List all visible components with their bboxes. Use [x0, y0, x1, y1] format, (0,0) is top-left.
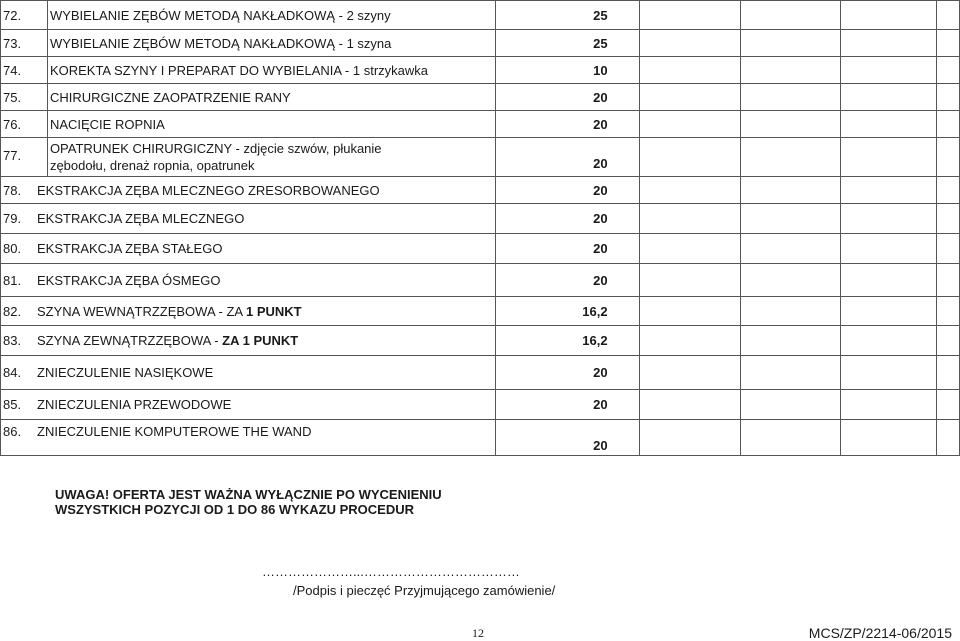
table-row: [1, 390, 960, 420]
empty-cell: [639, 356, 741, 390]
empty-cell: [741, 57, 841, 84]
empty-cell: [841, 326, 937, 356]
table-row: [1, 177, 960, 204]
empty-cell: [841, 356, 937, 390]
procedure-name: OPATRUNEK CHIRURGICZNY - zdjęcie szwów, płukanie zębodołu, drenaż ropnia, opatrunek: [47, 138, 495, 177]
empty-cell: [639, 84, 741, 111]
procedure-cell: [1, 264, 496, 297]
table-row: [1, 234, 960, 264]
empty-cell: [841, 420, 937, 456]
empty-cell: [639, 111, 741, 138]
quantity: 20: [495, 111, 639, 138]
procedure-name: ZNIECZULENIA PRZEWODOWE: [37, 397, 232, 412]
empty-cell: [841, 390, 937, 420]
empty-cell: [936, 204, 959, 234]
quantity: 25: [495, 30, 639, 57]
empty-cell: [936, 297, 959, 326]
quantity: 20: [495, 204, 639, 234]
empty-cell: [936, 84, 959, 111]
procedure-name: WYBIELANIE ZĘBÓW METODĄ NAKŁADKOWĄ - 2 szyny: [47, 1, 495, 30]
row-number: 79.: [3, 211, 22, 226]
quantity: 16,2: [495, 326, 639, 356]
page-number: 12: [472, 626, 484, 640]
empty-cell: [741, 138, 841, 177]
procedure-name: WYBIELANIE ZĘBÓW METODĄ NAKŁADKOWĄ - 1 szyna: [47, 30, 495, 57]
procedure-name: EKSTRAKCJA ZĘBA STAŁEGO: [37, 241, 223, 256]
empty-cell: [936, 138, 959, 177]
table-row: [1, 264, 960, 297]
table-row: [1, 84, 960, 111]
row-number: 78.: [3, 182, 22, 198]
quantity: 20: [495, 420, 639, 456]
empty-cell: [936, 234, 959, 264]
row-number: 83.: [3, 333, 22, 348]
procedure-cell: [1, 390, 496, 420]
procedure-name: EKSTRAKCJA ZĘBA MLECZNEGO ZRESORBOWANEGO: [37, 182, 380, 198]
quantity: 20: [495, 234, 639, 264]
row-number: 77.: [1, 138, 48, 177]
empty-cell: [639, 1, 741, 30]
empty-cell: [936, 420, 959, 456]
procedure-name: CHIRURGICZNE ZAOPATRZENIE RANY: [47, 84, 495, 111]
row-number: 80.: [3, 241, 22, 256]
notice-line: UWAGA! OFERTA JEST WAŻNA WYŁĄCZNIE PO WYCENIENIU: [55, 487, 442, 502]
procedure-name: EKSTRAKCJA ZĘBA MLECZNEGO: [37, 211, 245, 226]
empty-cell: [936, 1, 959, 30]
empty-cell: [841, 264, 937, 297]
empty-cell: [639, 30, 741, 57]
empty-cell: [639, 234, 741, 264]
row-number: 84.: [3, 365, 22, 380]
empty-cell: [639, 57, 741, 84]
procedure-name: SZYNA ZEWNĄTRZZĘBOWA -: [37, 333, 223, 348]
table-row: [1, 1, 960, 30]
procedure-name: KOREKTA SZYNY I PREPARAT DO WYBIELANIA - 1 strzykawka: [47, 57, 495, 84]
empty-cell: [841, 57, 937, 84]
row-number: 82.: [3, 303, 22, 319]
empty-cell: [741, 420, 841, 456]
empty-cell: [639, 297, 741, 326]
empty-cell: [741, 111, 841, 138]
procedure-cell: [1, 204, 496, 234]
quantity: 20: [495, 177, 639, 204]
procedure-name-emphasis: 1 PUNKT: [245, 303, 302, 319]
row-number: 73.: [1, 30, 48, 57]
empty-cell: [841, 84, 937, 111]
procedure-name: EKSTRAKCJA ZĘBA ÓSMEGO: [37, 272, 221, 288]
signature-line: …………………...………………………………: [262, 564, 520, 579]
empty-cell: [639, 138, 741, 177]
empty-cell: [741, 356, 841, 390]
procedure-cell: [1, 356, 496, 390]
quantity: 20: [495, 390, 639, 420]
table-row: [1, 326, 960, 356]
empty-cell: [841, 204, 937, 234]
row-number: 81.: [3, 272, 22, 288]
quantity: 20: [495, 138, 639, 177]
quantity: 25: [495, 1, 639, 30]
table-row: [1, 30, 960, 57]
row-number: 76.: [1, 111, 48, 138]
row-number: 72.: [1, 1, 48, 30]
procedure-cell: [1, 326, 496, 356]
quantity: 20: [495, 356, 639, 390]
procedure-cell: [1, 420, 496, 456]
empty-cell: [741, 84, 841, 111]
empty-cell: [639, 326, 741, 356]
empty-cell: [741, 326, 841, 356]
row-number: 85.: [3, 397, 22, 412]
empty-cell: [936, 57, 959, 84]
row-number: 75.: [1, 84, 48, 111]
empty-cell: [639, 204, 741, 234]
empty-cell: [639, 390, 741, 420]
empty-cell: [841, 30, 937, 57]
offer-notice: [55, 487, 442, 517]
table-row: [1, 138, 960, 177]
quantity: 20: [495, 264, 639, 297]
empty-cell: [936, 177, 959, 204]
table-row: [1, 297, 960, 326]
table-row: [1, 111, 960, 138]
table-row: [1, 57, 960, 84]
empty-cell: [841, 1, 937, 30]
table-row: [1, 204, 960, 234]
quantity: 16,2: [495, 297, 639, 326]
quantity: 20: [495, 84, 639, 111]
procedure-cell: [1, 177, 496, 204]
procedure-name: ZNIECZULENIE KOMPUTEROWE THE WAND: [37, 424, 312, 439]
empty-cell: [639, 264, 741, 297]
procedure-name: SZYNA WEWNĄTRZZĘBOWA - ZA: [37, 303, 246, 319]
empty-cell: [936, 390, 959, 420]
empty-cell: [936, 111, 959, 138]
procedure-cell: [1, 297, 496, 326]
empty-cell: [741, 30, 841, 57]
procedure-cell: [1, 234, 496, 264]
signature-label: /Podpis i pieczęć Przyjmującego zamówienie/: [293, 583, 556, 598]
empty-cell: [841, 177, 937, 204]
row-number: 86.: [3, 424, 22, 439]
procedure-name: NACIĘCIE ROPNIA: [47, 111, 495, 138]
empty-cell: [841, 297, 937, 326]
empty-cell: [741, 204, 841, 234]
table-row: [1, 356, 960, 390]
empty-cell: [741, 297, 841, 326]
empty-cell: [741, 1, 841, 30]
row-number: 74.: [1, 57, 48, 84]
empty-cell: [741, 177, 841, 204]
empty-cell: [741, 234, 841, 264]
procedure-name: ZNIECZULENIE NASIĘKOWE: [37, 365, 214, 380]
table-row: [1, 420, 960, 456]
empty-cell: [841, 138, 937, 177]
empty-cell: [936, 356, 959, 390]
empty-cell: [936, 326, 959, 356]
empty-cell: [741, 264, 841, 297]
empty-cell: [741, 390, 841, 420]
empty-cell: [841, 234, 937, 264]
document-reference: MCS/ZP/2214-06/2015: [808, 625, 952, 641]
procedure-name-emphasis: ZA 1 PUNKT: [222, 333, 299, 348]
empty-cell: [841, 111, 937, 138]
empty-cell: [639, 177, 741, 204]
notice-line: WSZYSTKICH POZYCJI OD 1 DO 86 WYKAZU PROCEDUR: [55, 502, 414, 517]
empty-cell: [936, 30, 959, 57]
empty-cell: [936, 264, 959, 297]
empty-cell: [639, 420, 741, 456]
quantity: 10: [495, 57, 639, 84]
